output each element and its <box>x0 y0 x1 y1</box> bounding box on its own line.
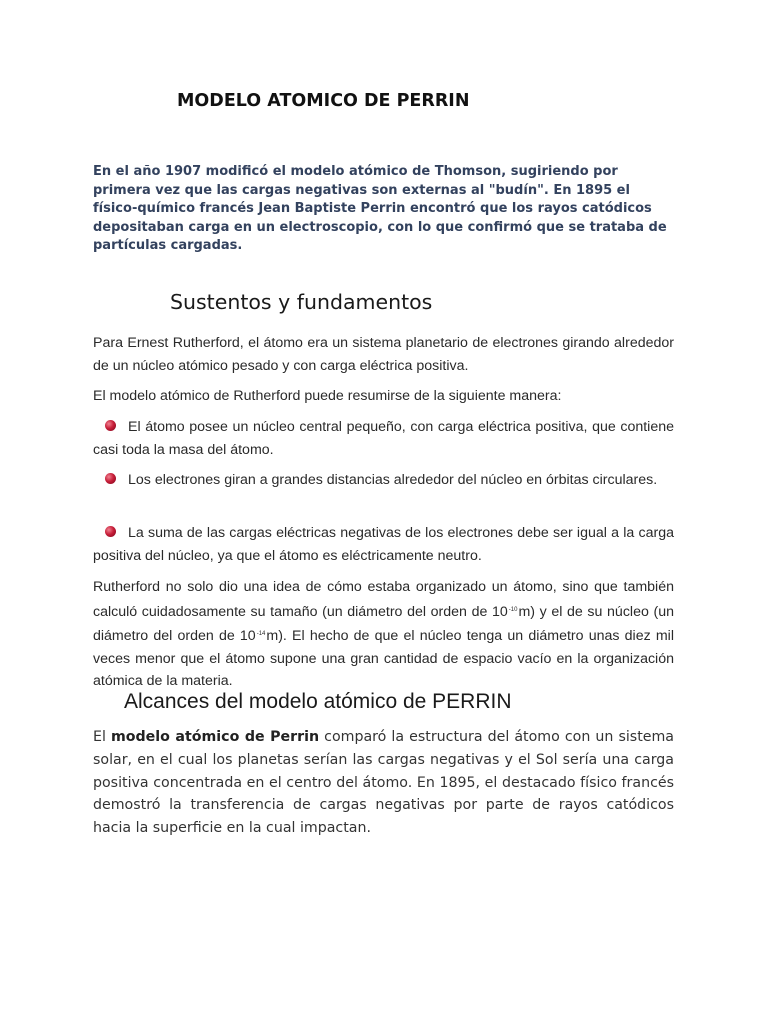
paragraph-perrin-model <box>93 726 674 840</box>
atom-size-text-2: m) y el de su núcleo (un diámetro del orden de 10 <box>93 603 674 644</box>
perrin-text-prefix: El <box>93 729 111 745</box>
list-item <box>93 522 674 567</box>
paragraph-model-summary: El modelo atómico de Rutherford puede resumirse de la siguiente manera: <box>93 388 562 404</box>
exponent-nucleus: -14 <box>256 631 266 637</box>
atom-size-text-3: m). El hecho de que el núcleo tenga un diámetro unas diez mil veces menor que el átomo supone una gran cantidad de espacio vacío en la organización atómica de la materia. <box>93 628 674 689</box>
red-sphere-bullet-icon <box>105 526 116 537</box>
exponent-atom: -10 <box>508 606 518 613</box>
list-item-text: El átomo posee un núcleo central pequeño, con carga eléctrica positiva, que contiene casi toda la masa del átomo. <box>93 419 674 458</box>
list-item <box>93 469 674 492</box>
perrin-text-rest: comparó la estructura del átomo con un sistema solar, en el cual los planetas serían las cargas negativas y el Sol sería una carga positiva concentrada en el centro del átomo. En 1895, el destacado físico francés demostró la transferencia de cargas negativas por parte de rayos catódicos hacia la superficie en la cual impactan. <box>93 729 674 837</box>
list-item <box>93 416 674 461</box>
paragraph-atom-size <box>93 576 674 693</box>
red-sphere-bullet-icon <box>105 420 116 431</box>
page-title: MODELO ATOMICO DE PERRIN <box>177 91 470 111</box>
paragraph-rutherford-planetary: Para Ernest Rutherford, el átomo era un sistema planetario de electrones girando alrededor de un núcleo atómico pesado y con carga eléctrica positiva. <box>93 335 674 374</box>
list-item-text: La suma de las cargas eléctricas negativas de los electrones debe ser igual a la carga positiva del núcleo, ya que el átomo es eléctricamente neutro. <box>93 525 674 564</box>
section-heading-alcances: Alcances del modelo atómico de PERRIN <box>124 690 512 713</box>
intro-paragraph: En el año 1907 modificó el modelo atómico de Thomson, sugiriendo por primera vez que las cargas negativas son externas al "budín". En 1895 el físico-químico francés Jean Baptiste Perrin encontró que los rayos catódicos depositaban carga en un electroscopio, con lo que confirmó que se trataba de partículas cargadas. <box>93 164 667 254</box>
atom-size-text-1: Rutherford no solo dio una idea de cómo estaba organizado un átomo, sino que también calculó cuidadosamente su tamaño (un diámetro del orden de 10 <box>93 579 674 620</box>
red-sphere-bullet-icon <box>105 473 116 484</box>
section-heading-sustentos: Sustentos y fundamentos <box>170 290 433 314</box>
list-item-text: Los electrones giran a grandes distancias alrededor del núcleo en órbitas circulares. <box>128 472 658 488</box>
perrin-model-bold: modelo atómico de Perrin <box>110 729 320 745</box>
